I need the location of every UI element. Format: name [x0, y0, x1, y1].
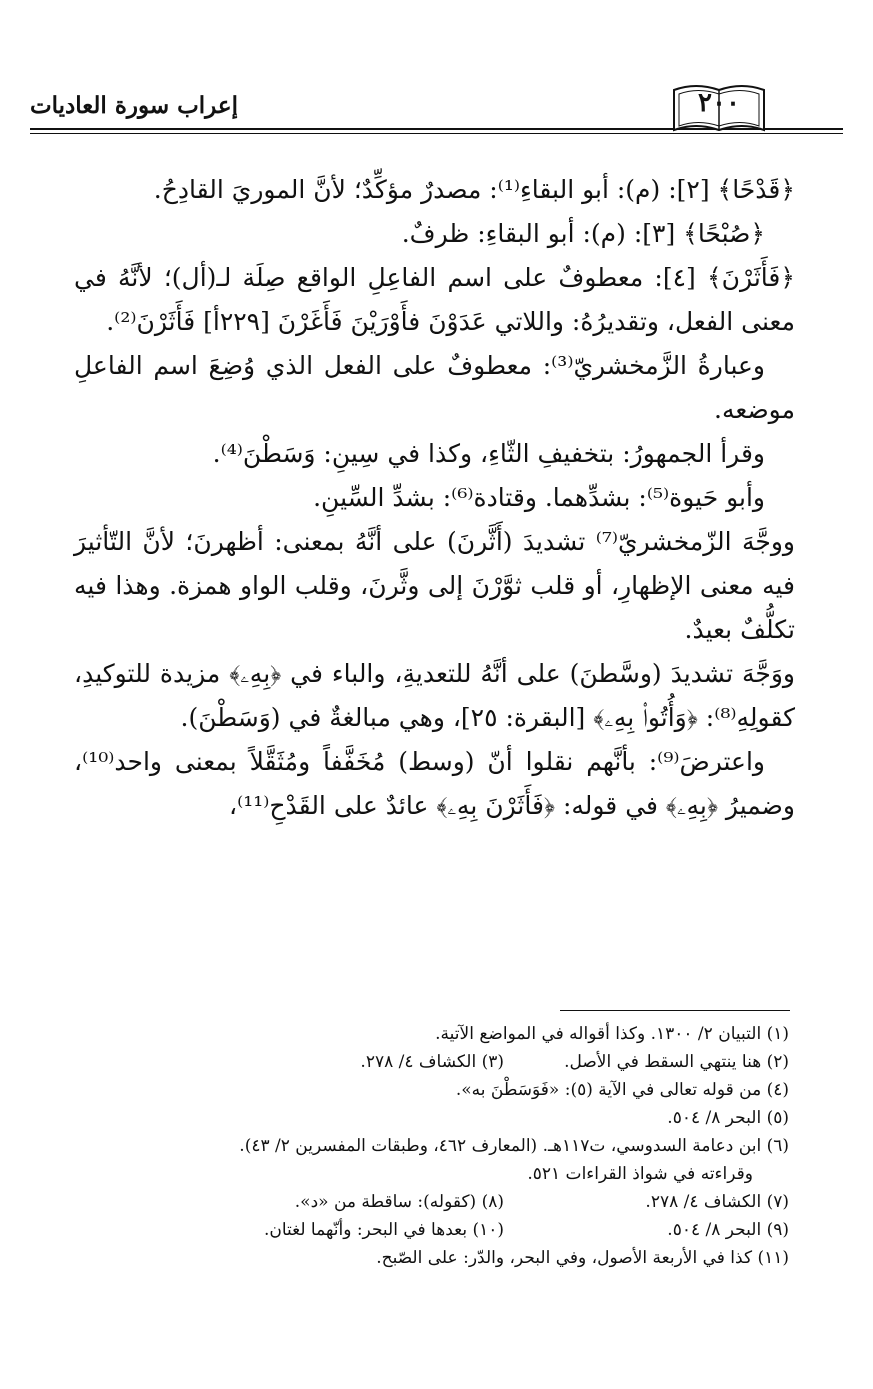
- paragraph-qadhan: ﴿قَدْحًا﴾ [٢]: (م): أبو البقاءِ⁽¹⁾: مصدرٌ مؤكِّدٌ؛ لأنَّ الموريَ القادِحُ.: [153, 175, 795, 204]
- paragraph-faatharna: ﴿فَأَثَرْنَ﴾ [٤]: معطوفٌ على اسم الفاعِلِ الواقع صِلَة لـ(أل)؛ لأنَّهُ في معنى الفعل، وتقديرُهُ: واللاتي عَدَوْنَ فأَوْرَيْنَ فَأَغَرْنَ [٢٢٩أ] فَأَثَرْنَ⁽²⁾.: [74, 263, 795, 336]
- page-number: ٢٠٠: [698, 88, 740, 118]
- page-number-badge: [670, 82, 768, 128]
- main-text: [74, 168, 795, 828]
- paragraph-zamakhshari: وعبارةُ الزَّمخشريّ⁽³⁾: معطوفٌ على الفعل الذي وُضِعَ اسم الفاعلِ موضعه.: [74, 351, 795, 424]
- footnote-10: (١٠) بعدها في البحر: وأنّهما لغتان.: [263, 1220, 504, 1240]
- footnote-2: (٢) هنا ينتهي السقط في الأصل.: [564, 1052, 789, 1072]
- footnote-4: (٤) من قوله تعالى في الآية (٥): «فَوَسَطْنَ به».: [455, 1080, 789, 1100]
- footnote-row-9-10: [70, 1216, 789, 1244]
- footnote-6-continued: وقراءته في شواذ القراءات ٥٢١.: [527, 1164, 753, 1184]
- paragraph-tashdid-wassatna: ووَجَّهَ تشديدَ (وسَّطنَ) على أنَّهُ للتعديةِ، والباء في ﴿بِهِۦ﴾ مزيدة للتوكيدِ، كقولِهِ⁽⁸⁾: ﴿وَأُتُوا۟ بِهِۦ﴾ [البقرة: ٢٥]، وهي مبالغةٌ في (وَسَطْنَ).: [74, 659, 795, 732]
- footnote-5: (٥) البحر ٨/ ٥٠٤.: [667, 1108, 789, 1128]
- footnote-row-2-3: [70, 1048, 789, 1076]
- paragraph-abu-haywa: وأبو حَيوة⁽⁵⁾: بشدِّهما. وقتادة⁽⁶⁾: بشدِّ السِّينِ.: [313, 483, 765, 512]
- footnotes: [70, 1020, 789, 1272]
- footnote-7: (٧) الكشاف ٤/ ٢٧٨.: [645, 1192, 789, 1212]
- paragraph-subhan: ﴿صُبْحًا﴾ [٣]: (م): أبو البقاءِ: ظرفٌ.: [401, 219, 765, 248]
- paragraph-itirad: واعترضَ⁽⁹⁾: بأنَّهم نقلوا أنّ (وسط) مُخَفَّفاً ومُثَقَّلاً بمعنى واحد⁽¹⁰⁾، وضميرُ ﴿بِهِۦ﴾ في قوله: ﴿فَأَثَرْنَ بِهِۦ﴾ عائدٌ على القَدْحِ⁽¹¹⁾،: [74, 747, 795, 820]
- footnote-separator: [560, 1010, 790, 1011]
- paragraph-tashdid-athharna: ووجَّهَ الزّمخشريّ⁽⁷⁾ تشديدَ (أَثَّرنَ) على أنَّهُ بمعنى: أظهرنَ؛ لأنَّ التّأثيرَ فيه معنى الإظهارِ، أو قلب ثوَّرْنَ إلى وثَّرنَ، وقلب الواو همزة. وهذا فيه تكلُّفٌ بعيدٌ.: [74, 527, 795, 644]
- footnote-3: (٣) الكشاف ٤/ ٢٧٨.: [360, 1052, 504, 1072]
- footnote-11: (١١) كذا في الأربعة الأصول، وفي البحر، والدّر: على الصّبح.: [376, 1248, 789, 1268]
- page-header: [30, 78, 843, 138]
- footnote-row-7-8: [70, 1188, 789, 1216]
- footnote-6: (٦) ابن دعامة السدوسي، ت١١٧هـ. (المعارف ٤٦٢، وطبقات المفسرين ٢/ ٤٣).: [239, 1136, 789, 1156]
- paragraph-jumhur: وقرأ الجمهورُ: بتخفيفِ الثّاءِ، وكذا في سِينِ: وَسَطْنَ⁽⁴⁾.: [212, 439, 765, 468]
- footnote-8: (٨) (كقوله): ساقطة من «د».: [294, 1192, 504, 1212]
- footnote-1: (١) التبيان ٢/ ١٣٠٠. وكذا أقواله في المواضع الآتية.: [435, 1024, 789, 1044]
- running-title: إعراب سورة العاديات: [30, 92, 238, 119]
- footnote-9: (٩) البحر ٨/ ٥٠٤.: [667, 1220, 789, 1240]
